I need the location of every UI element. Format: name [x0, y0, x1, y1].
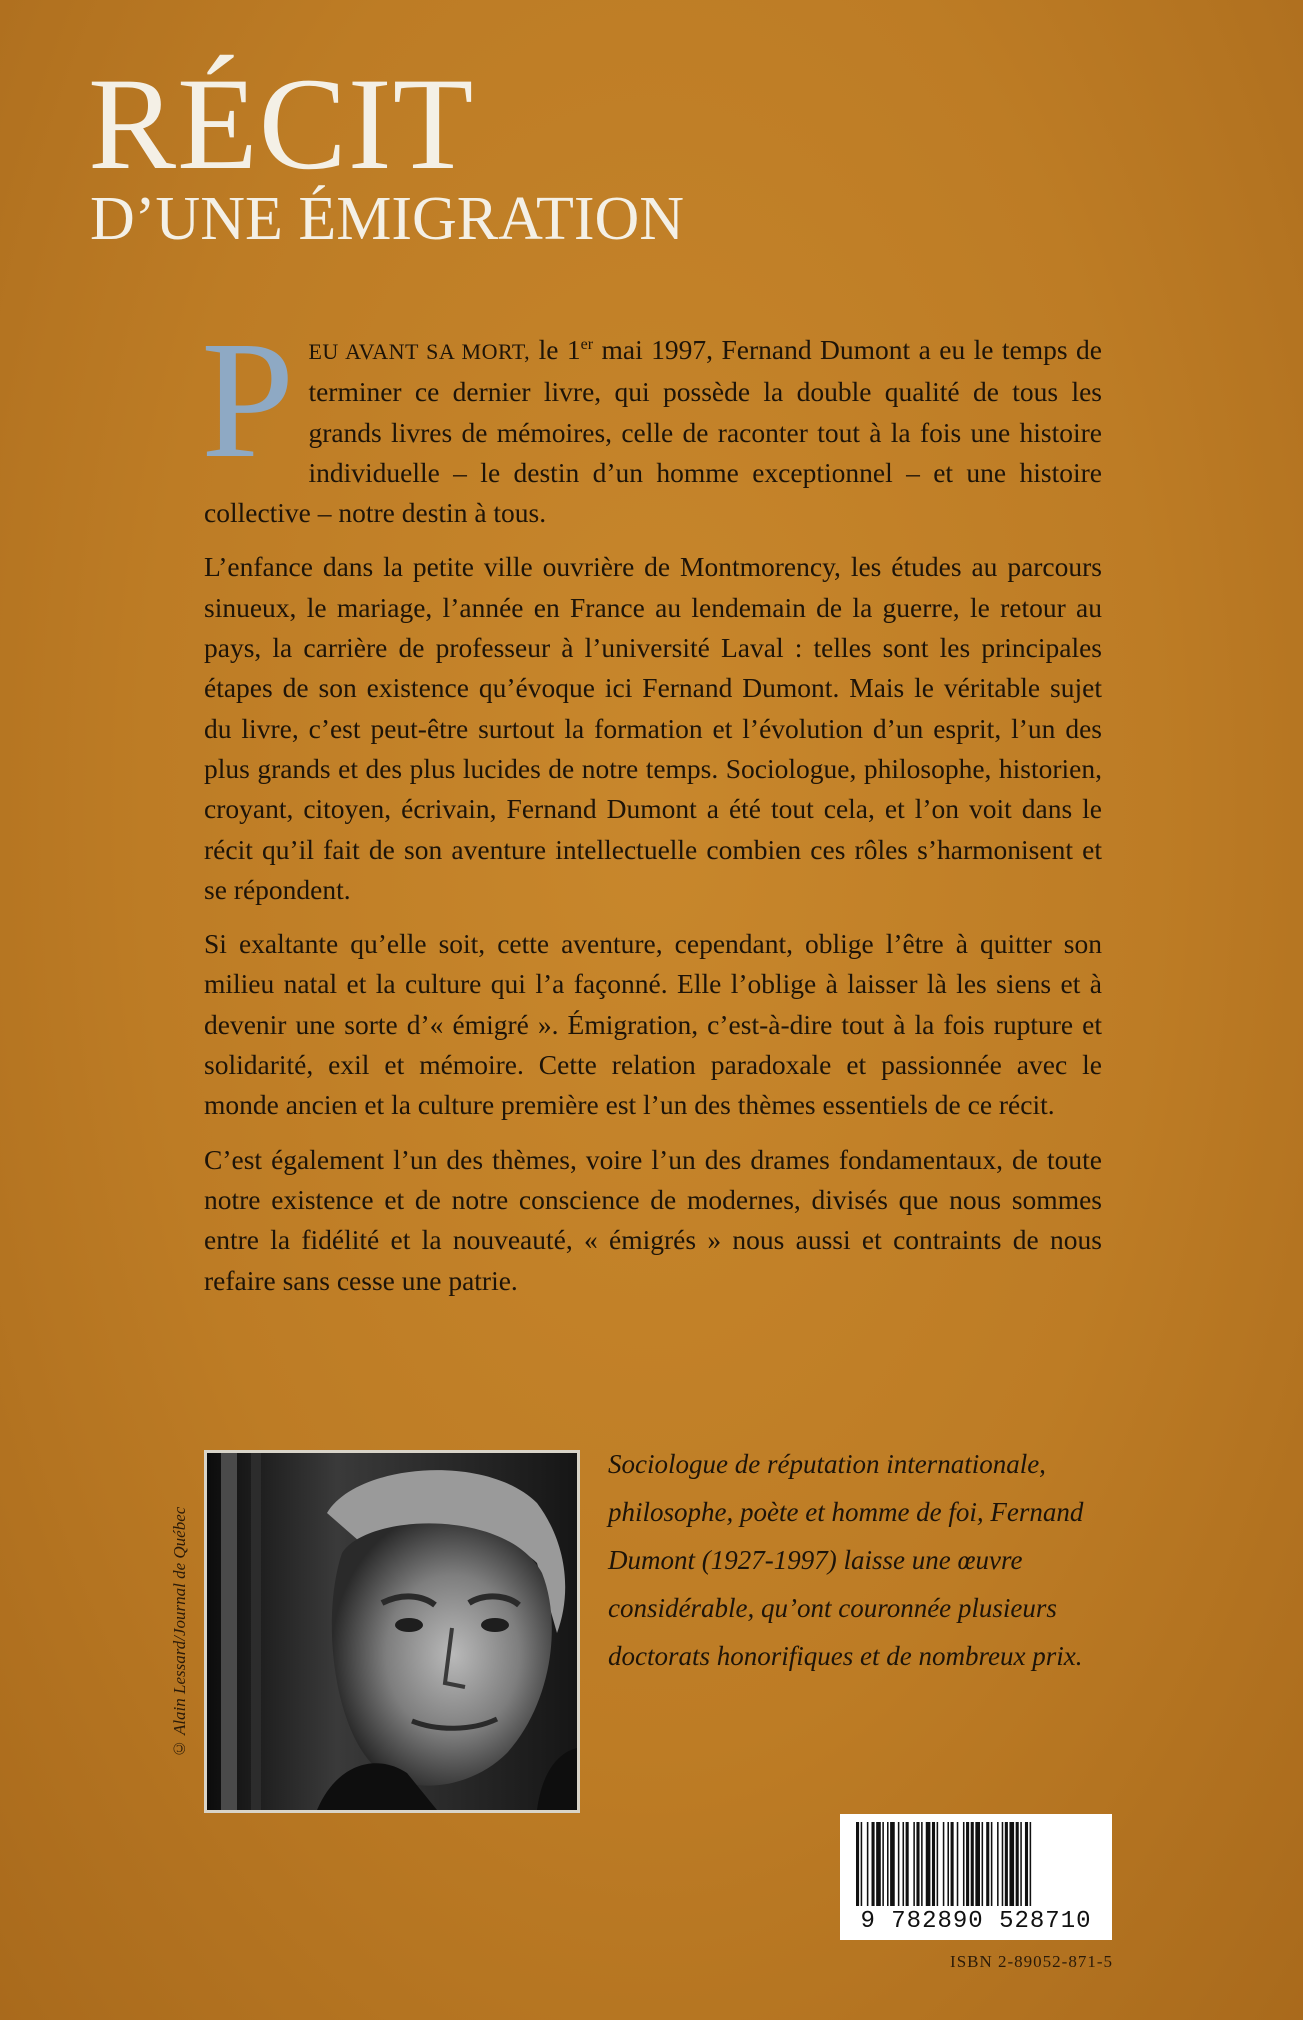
barcode-digits: 9 782890 528710	[860, 1908, 1092, 1935]
barcode-bar	[951, 1822, 954, 1906]
barcode-bar	[898, 1822, 900, 1906]
barcode-bar	[986, 1822, 989, 1906]
drop-cap: P	[201, 307, 295, 493]
barcode-bar	[1016, 1822, 1019, 1906]
barcode-bar	[867, 1822, 869, 1906]
ordinal-superscript: er	[580, 335, 594, 353]
blurb-paragraph-3: Si exaltante qu’elle soit, cette aventure, cependant, oblige l’être à quitter son milieu natal et la culture qui l’a façonné. Elle l’oblige à laisser là les siens et à devenir une sorte d’« émigré ». Émigration, c’est-à-dire tout à la fois rupture et solidarité, exil et mémoire. Cette relation paradoxale et passionnée avec le monde ancien et la culture première est l’un des thèmes essentiels de ce récit.	[204, 928, 1102, 1121]
blurb-paragraph-2: L’enfance dans la petite ville ouvrière de Montmorency, les études au parcours sinueux, le mariage, l’année en France au lendemain de la guerre, le retour au pays, la carrière de professeur à l’université Laval : telles sont les principales étapes de son existence qu’évoque ici Fernand Dumont. Mais le véritable sujet du livre, c’est peut-être surtout la formation et l’évolution d’un esprit, l’un des plus grands et des plus lucides de notre temps. Sociologue, philosophe, historien, croyant, citoyen, écrivain, Fernand Dumont a été tout cela, et l’on voit dans le récit qu’il fait de son aventure intellectuelle combien ces rôles s’harmonisent et se répondent.	[204, 551, 1102, 905]
barcode-bar	[916, 1822, 919, 1906]
barcode-bar	[997, 1822, 999, 1906]
author-bio: Sociologue de réputation internationale, philosophe, poète et homme de foi, Fernand Dumont (1927-1997) laisse une œuvre considérable, qu’ont couronnée plusieurs doctorats honorifiques et de nombreux prix.	[608, 1449, 1084, 1671]
barcode-bar	[913, 1822, 915, 1906]
barcode-bar	[876, 1822, 881, 1906]
book-subtitle: D’UNE ÉMIGRATION	[90, 185, 685, 253]
blurb-paragraph-1	[201, 307, 1102, 533]
barcode-bar	[861, 1822, 863, 1906]
barcode-bar	[887, 1822, 889, 1906]
blurb-text-span: le 1	[530, 334, 581, 365]
isbn-barcode	[840, 1814, 1112, 1940]
barcode-bar	[1002, 1822, 1004, 1906]
barcode-bar	[926, 1822, 931, 1906]
barcode-bar	[903, 1822, 905, 1906]
barcode-bar	[975, 1822, 980, 1906]
barcode-bar	[1005, 1822, 1008, 1906]
barcode-bar	[906, 1822, 909, 1906]
blurb-lead-in: EU AVANT SA MORT,	[308, 339, 531, 364]
barcode-bar	[943, 1822, 945, 1906]
barcode-bar	[947, 1822, 949, 1906]
barcode-bar	[932, 1822, 935, 1906]
barcode-bar	[890, 1822, 895, 1906]
barcode-bar	[856, 1822, 859, 1906]
barcode-bar	[937, 1822, 939, 1906]
author-photo	[204, 1450, 580, 1813]
author-portrait-image	[207, 1453, 577, 1810]
blurb-text-span: mai 1997, Fernand Dumont a eu le temps de terminer ce dernier livre, qui possède la double qualité de tous les grands livres de mémoires, celle de raconter tout à la fois une histoire individuelle – le destin d’un homme exceptionnel – et une histoire collective – notre destin à tous.	[204, 334, 1102, 529]
barcode-bar	[966, 1822, 969, 1906]
blurb-text	[201, 307, 1102, 1315]
barcode-bar	[1009, 1822, 1014, 1906]
barcode-bar	[921, 1822, 923, 1906]
book-title: RÉCIT	[88, 50, 475, 197]
barcode-bar	[1030, 1822, 1032, 1906]
photo-credit: © Alain Lessard/Journal de Québec	[170, 1506, 189, 1758]
barcode-bar	[1020, 1822, 1022, 1906]
barcode-bar	[957, 1822, 959, 1906]
barcode-bars	[854, 1822, 1098, 1906]
barcode-bar	[982, 1822, 984, 1906]
barcode-bar	[971, 1822, 974, 1906]
barcode-bar	[882, 1822, 884, 1906]
barcode-bar	[963, 1822, 965, 1906]
isbn-number: ISBN 2-89052-871-5	[950, 1952, 1113, 1971]
barcode-bar	[991, 1822, 993, 1906]
blurb-paragraph-4: C’est également l’un des thèmes, voire l’un des drames fondamentaux, de toute notre existence et de notre conscience de modernes, divisés que nous sommes entre la fidélité et la nouveauté, « émigrés » nous aussi et contraints de nous refaire sans cesse une patrie.	[204, 1143, 1102, 1296]
barcode-bar	[1025, 1822, 1028, 1906]
barcode-bar	[872, 1822, 875, 1906]
